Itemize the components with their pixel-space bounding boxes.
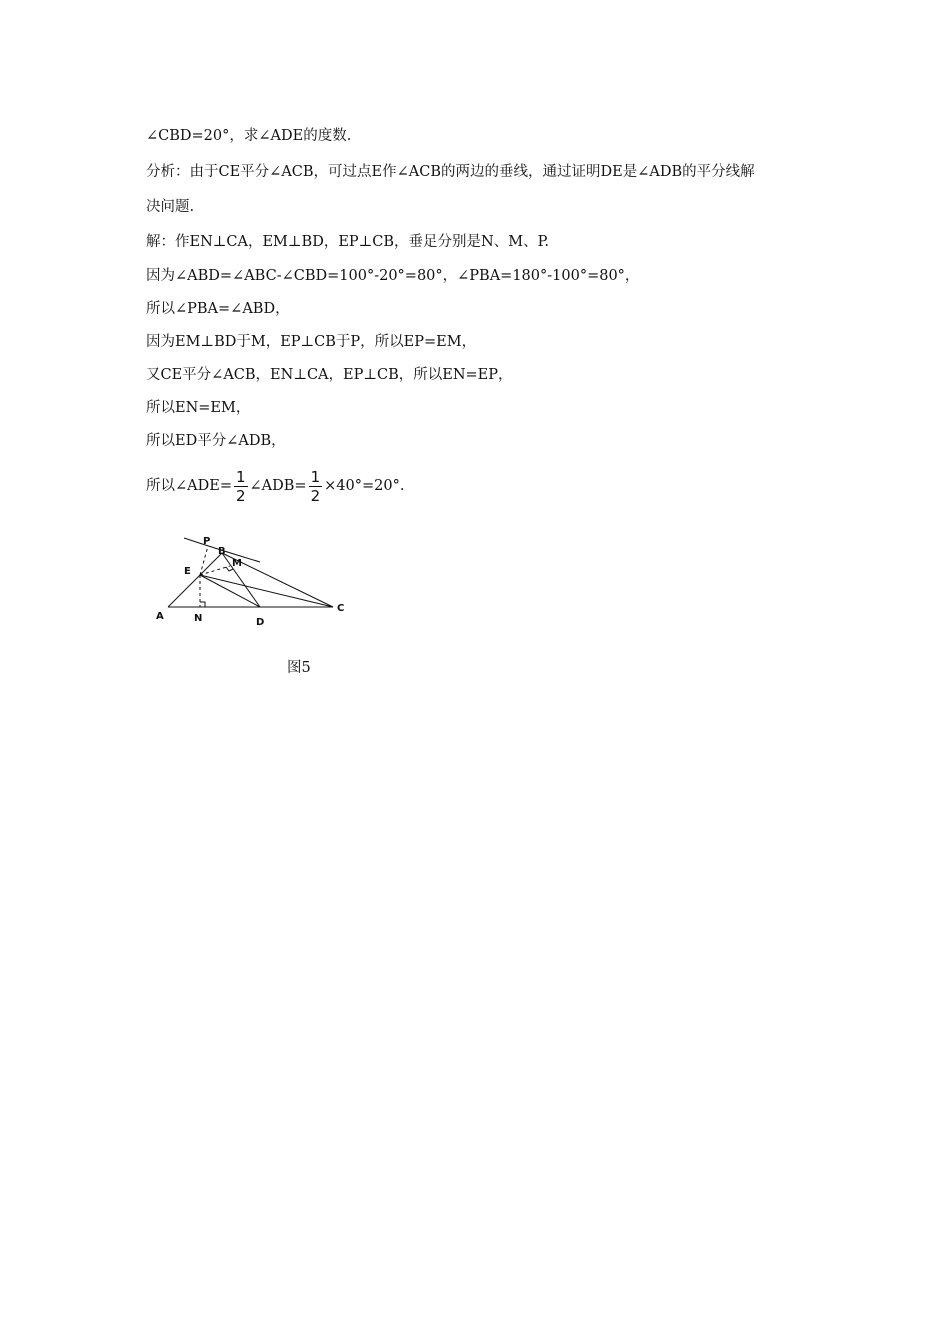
text-line-3: 决问题. bbox=[146, 199, 195, 215]
segment-ec bbox=[200, 575, 333, 607]
segment-ab bbox=[168, 553, 222, 607]
point-label-m: M bbox=[232, 558, 242, 569]
text-line-2: 分析：由于CE平分∠ACB，可过点E作∠ACB的两边的垂线，通过证明DE是∠ADB的平分线解 bbox=[146, 164, 755, 180]
fraction-numerator: 1 bbox=[235, 467, 246, 486]
fraction-denominator: 2 bbox=[235, 486, 246, 505]
point-label-n: N bbox=[194, 613, 203, 624]
equation-middle: ∠ADB= bbox=[249, 478, 307, 494]
equation-prefix: 所以∠ADE= bbox=[146, 478, 232, 494]
point-label-a: A bbox=[156, 611, 164, 622]
geometry-figure bbox=[150, 530, 360, 630]
fraction-numerator: 1 bbox=[310, 467, 321, 486]
text-line-1: ∠CBD=20°，求∠ADE的度数. bbox=[146, 128, 352, 144]
right-angle-mark-n bbox=[200, 602, 205, 607]
text-line-7: 因为EM⊥BD于M，EP⊥CB于P，所以EP=EM， bbox=[146, 334, 477, 350]
fraction-one-half-2 bbox=[309, 468, 323, 505]
segment-ed bbox=[200, 575, 260, 607]
point-label-d: D bbox=[256, 617, 265, 628]
text-line-8: 又CE平分∠ACB，EN⊥CA，EP⊥CB，所以EN=EP， bbox=[146, 367, 513, 383]
point-label-e: E bbox=[184, 566, 191, 577]
figure-caption: 图5 bbox=[287, 660, 311, 676]
text-line-5: 因为∠ABD=∠ABC-∠CBD=100°-20°=80°，∠PBA=180°-100°=80°， bbox=[146, 268, 640, 284]
point-label-c: C bbox=[337, 603, 345, 614]
point-label-p: P bbox=[203, 536, 211, 547]
point-label-b: B bbox=[218, 546, 226, 557]
text-line-9: 所以EN=EM， bbox=[146, 400, 251, 416]
fraction-one-half-1 bbox=[234, 468, 248, 505]
equation-suffix: ×40°=20°. bbox=[324, 478, 405, 494]
text-line-10: 所以ED平分∠ADB， bbox=[146, 433, 286, 449]
text-line-4: 解：作EN⊥CA，EM⊥BD，EP⊥CB，垂足分别是N、M、P. bbox=[146, 234, 550, 250]
text-line-6: 所以∠PBA=∠ABD， bbox=[146, 301, 290, 317]
final-equation-line bbox=[146, 462, 404, 510]
fraction-denominator: 2 bbox=[310, 486, 321, 505]
